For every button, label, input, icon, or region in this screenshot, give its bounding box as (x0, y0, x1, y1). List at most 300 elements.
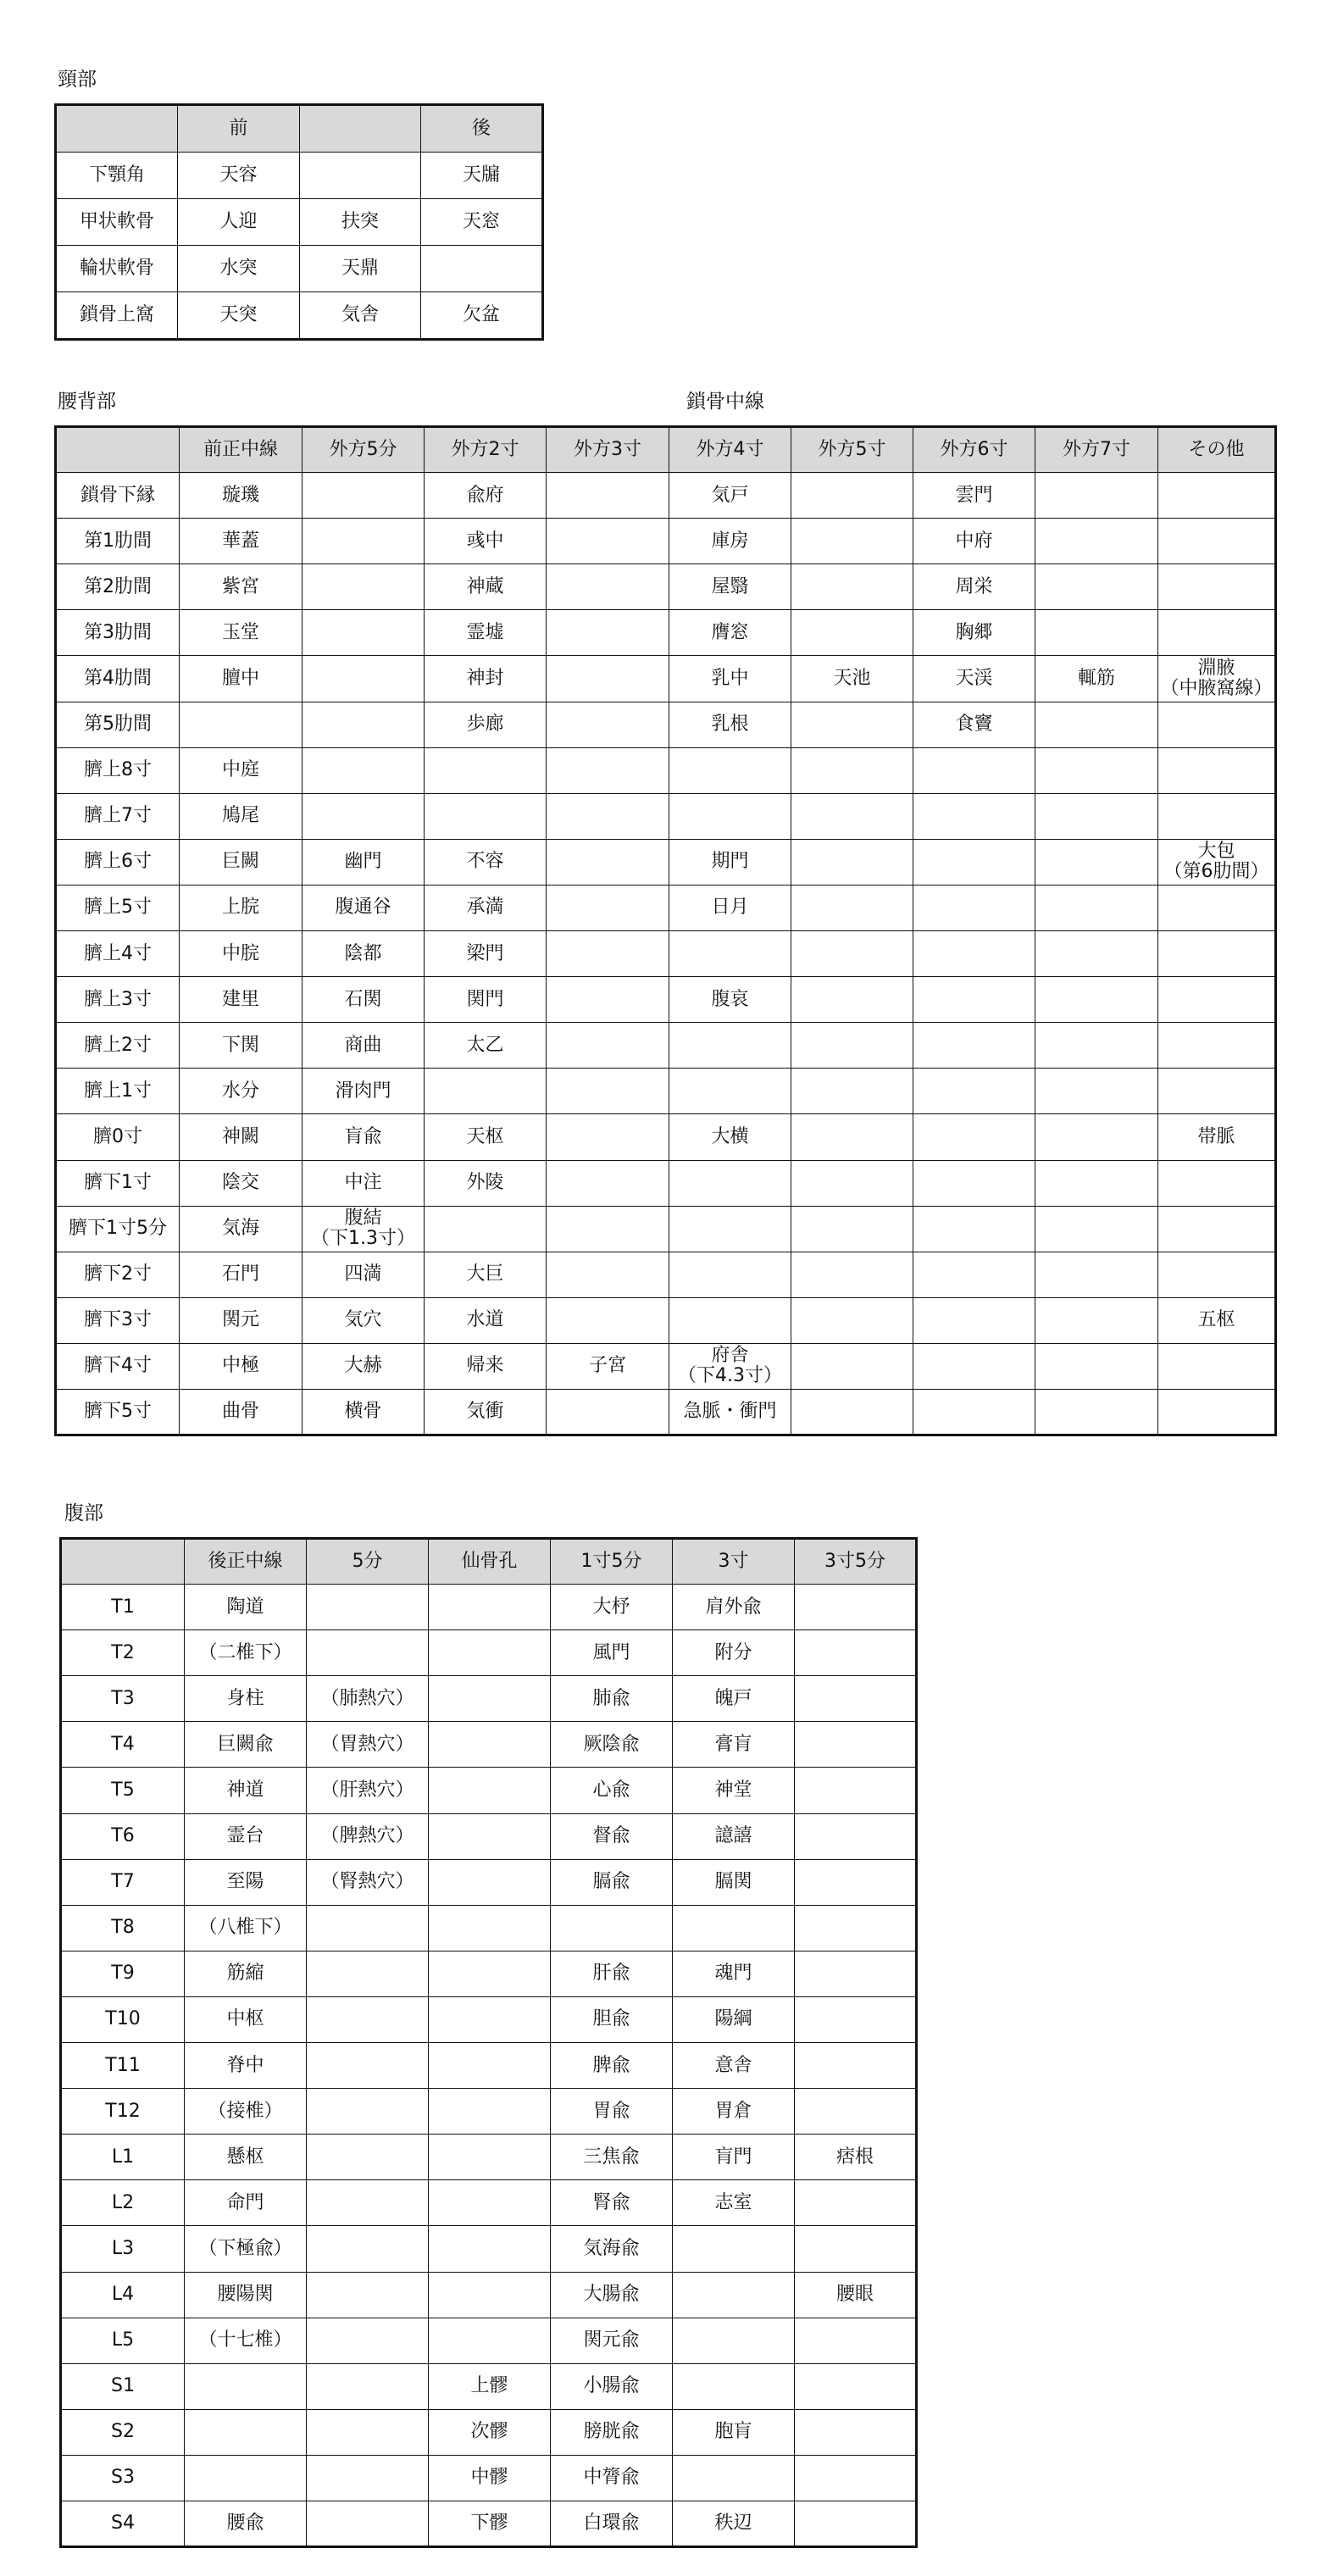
table-cell (425, 1206, 547, 1252)
row-label: S1 (61, 2363, 185, 2409)
table-cell (180, 702, 302, 747)
table-cell (795, 2318, 917, 2363)
table-cell (913, 839, 1035, 885)
table-cell (302, 610, 425, 656)
table-cell: 胃倉 (673, 2089, 795, 2135)
table-cell (429, 2226, 551, 2272)
column-header: 3寸5分 (795, 1539, 917, 1585)
column-header (56, 427, 180, 473)
back-table-row (61, 2501, 917, 2546)
neck-table-row (56, 246, 543, 292)
table-cell: 滑肉門 (302, 1069, 425, 1114)
table-cell: 輒筋 (1035, 656, 1158, 702)
chest-section-title: 腰背部 (58, 391, 116, 413)
neck-header-row (56, 105, 543, 153)
table-cell: 気海兪 (551, 2226, 673, 2272)
table-cell (669, 1023, 791, 1069)
table-cell: 天枢 (425, 1114, 547, 1160)
table-cell: 食竇 (913, 702, 1035, 747)
table-cell: 関門 (425, 977, 547, 1023)
table-cell: 附分 (673, 1630, 795, 1676)
table-cell (547, 1114, 669, 1160)
chest-table-row (56, 519, 1276, 564)
table-cell: 子宮 (547, 1343, 669, 1389)
chest-table-row (56, 793, 1276, 839)
table-cell (1035, 839, 1158, 885)
row-label: 第3肋間 (56, 610, 180, 656)
chest-table-row (56, 702, 1276, 747)
table-cell (307, 2135, 429, 2180)
table-cell: 脊中 (185, 2043, 307, 2089)
table-cell: 彧中 (425, 519, 547, 564)
table-cell (547, 1023, 669, 1069)
table-cell (1158, 885, 1276, 930)
table-cell: 大横 (669, 1114, 791, 1160)
row-label: T5 (61, 1768, 185, 1813)
column-header: 外方3寸 (547, 427, 669, 473)
table-cell (1035, 702, 1158, 747)
table-cell (421, 246, 543, 292)
table-cell: 大腸兪 (551, 2272, 673, 2318)
table-cell (913, 1252, 1035, 1297)
table-cell (1035, 1069, 1158, 1114)
table-cell (425, 793, 547, 839)
table-cell (551, 1905, 673, 1951)
table-cell (913, 977, 1035, 1023)
table-cell: 紫宮 (180, 564, 302, 610)
table-cell (302, 564, 425, 610)
table-cell: 外陵 (425, 1160, 547, 1206)
table-cell: （肝熱穴） (307, 1768, 429, 1813)
table-cell (791, 1023, 913, 1069)
table-cell (307, 2226, 429, 2272)
table-cell (547, 564, 669, 610)
table-cell (1158, 1252, 1276, 1297)
back-table-row (61, 1768, 917, 1813)
table-cell: 痞根 (795, 2135, 917, 2180)
table-cell: 周栄 (913, 564, 1035, 610)
row-label: T10 (61, 1996, 185, 2042)
table-cell: 扶突 (300, 199, 421, 246)
table-cell: 承満 (425, 885, 547, 930)
table-cell: 気海 (180, 1206, 302, 1252)
table-cell (791, 1069, 913, 1114)
back-table-row (61, 2409, 917, 2455)
table-cell: 天鼎 (300, 246, 421, 292)
table-cell (913, 1389, 1035, 1435)
row-label: 臍上3寸 (56, 977, 180, 1023)
table-cell (547, 519, 669, 564)
table-cell (1158, 519, 1276, 564)
table-cell (1158, 1023, 1276, 1069)
back-table-row (61, 2363, 917, 2409)
table-cell: 督兪 (551, 1813, 673, 1859)
table-cell: 胆兪 (551, 1996, 673, 2042)
table-cell: 気衝 (425, 1389, 547, 1435)
chest-table-row (56, 473, 1276, 519)
table-cell: 庫房 (669, 519, 791, 564)
table-cell: 天窓 (421, 199, 543, 246)
table-cell (913, 931, 1035, 977)
table-cell (1158, 1069, 1276, 1114)
row-label: 臍下1寸 (56, 1160, 180, 1206)
table-cell: 五枢 (1158, 1297, 1276, 1343)
table-cell: 小腸兪 (551, 2363, 673, 2409)
table-cell (547, 931, 669, 977)
column-header (56, 105, 178, 153)
back-table-row (61, 2226, 917, 2272)
table-cell (791, 564, 913, 610)
chest-table-row (56, 656, 1276, 702)
table-cell: 巨闕兪 (185, 1722, 307, 1768)
table-cell (669, 747, 791, 793)
table-cell: 日月 (669, 885, 791, 930)
row-label: T8 (61, 1905, 185, 1951)
column-header: 前正中線 (180, 427, 302, 473)
row-label: T3 (61, 1676, 185, 1722)
table-cell: 中脘 (180, 931, 302, 977)
table-cell: 巨闕 (180, 839, 302, 885)
table-cell: 上脘 (180, 885, 302, 930)
table-cell (1035, 1023, 1158, 1069)
neck-table-row (56, 292, 543, 340)
table-cell: 膈兪 (551, 1859, 673, 1905)
row-label: T9 (61, 1951, 185, 1996)
table-cell: 関元 (180, 1297, 302, 1343)
table-cell: 急脈・衝門 (669, 1389, 791, 1435)
table-cell: 四満 (302, 1252, 425, 1297)
table-cell: 魄戸 (673, 1676, 795, 1722)
table-cell: （接椎） (185, 2089, 307, 2135)
table-cell (913, 793, 1035, 839)
table-cell (1158, 931, 1276, 977)
chest-table-row (56, 1023, 1276, 1069)
table-cell: 期門 (669, 839, 791, 885)
table-cell: 大巨 (425, 1252, 547, 1297)
table-cell (673, 2455, 795, 2501)
back-table-row (61, 1951, 917, 1996)
table-cell: 霊台 (185, 1813, 307, 1859)
column-header: 外方5寸 (791, 427, 913, 473)
row-label: 鎖骨下縁 (56, 473, 180, 519)
table-cell (302, 793, 425, 839)
row-label: 第2肋間 (56, 564, 180, 610)
table-cell (547, 1297, 669, 1343)
table-cell (429, 1951, 551, 1996)
table-cell (791, 1389, 913, 1435)
table-cell (791, 1252, 913, 1297)
table-cell (795, 2501, 917, 2546)
row-label: T1 (61, 1585, 185, 1630)
table-cell: （下極兪） (185, 2226, 307, 2272)
table-cell (1035, 519, 1158, 564)
table-cell: 関元兪 (551, 2318, 673, 2363)
table-cell (307, 2318, 429, 2363)
chest-section-subtitle: 鎖骨中線 (686, 391, 764, 413)
back-acupoint-table (59, 1537, 918, 2548)
column-header: 後 (421, 105, 543, 153)
table-cell (913, 885, 1035, 930)
table-cell: 幽門 (302, 839, 425, 885)
row-label: 第5肋間 (56, 702, 180, 747)
table-cell (913, 1297, 1035, 1343)
table-cell (307, 2089, 429, 2135)
table-cell: 白環兪 (551, 2501, 673, 2546)
row-label: L1 (61, 2135, 185, 2180)
table-cell: 梁門 (425, 931, 547, 977)
table-cell: 神封 (425, 656, 547, 702)
table-cell: 志室 (673, 2180, 795, 2226)
table-cell: 意舎 (673, 2043, 795, 2089)
row-label: T2 (61, 1630, 185, 1676)
table-cell (795, 2089, 917, 2135)
table-cell (307, 1996, 429, 2042)
neck-table-row (56, 199, 543, 246)
table-cell: 下関 (180, 1023, 302, 1069)
table-cell (791, 839, 913, 885)
table-cell (795, 2455, 917, 2501)
table-cell: 風門 (551, 1630, 673, 1676)
row-label: L2 (61, 2180, 185, 2226)
table-cell: 肩外兪 (673, 1585, 795, 1630)
back-table-row (61, 2272, 917, 2318)
table-cell: 気穴 (302, 1297, 425, 1343)
table-cell (547, 839, 669, 885)
chest-table-row (56, 1114, 1276, 1160)
table-cell (795, 2409, 917, 2455)
table-cell (1158, 564, 1276, 610)
table-cell: 天牖 (421, 153, 543, 199)
row-label: 臍上8寸 (56, 747, 180, 793)
table-cell (669, 1069, 791, 1114)
table-cell (913, 747, 1035, 793)
table-cell (547, 1160, 669, 1206)
table-cell (1035, 564, 1158, 610)
table-cell: 陽綱 (673, 1996, 795, 2042)
chest-table-row (56, 747, 1276, 793)
table-cell: 神道 (185, 1768, 307, 1813)
row-label: 臍下4寸 (56, 1343, 180, 1389)
table-cell: 華蓋 (180, 519, 302, 564)
column-header: 外方6寸 (913, 427, 1035, 473)
table-cell (185, 2455, 307, 2501)
table-cell (547, 656, 669, 702)
table-cell (307, 2455, 429, 2501)
table-cell: 膺窓 (669, 610, 791, 656)
table-cell: 中枢 (185, 1996, 307, 2042)
table-cell (669, 1160, 791, 1206)
table-cell (791, 977, 913, 1023)
table-cell: 上髎 (429, 2363, 551, 2409)
row-label: 臍上6寸 (56, 839, 180, 885)
table-cell (795, 1768, 917, 1813)
table-cell (795, 2043, 917, 2089)
table-cell (307, 2363, 429, 2409)
table-cell (307, 1585, 429, 1630)
table-cell (913, 1069, 1035, 1114)
table-cell (791, 1114, 913, 1160)
table-cell: 屋翳 (669, 564, 791, 610)
table-cell (913, 1160, 1035, 1206)
table-cell: 曲骨 (180, 1389, 302, 1435)
table-cell (547, 977, 669, 1023)
back-table-row (61, 2455, 917, 2501)
row-label: 臍下1寸5分 (56, 1206, 180, 1252)
table-cell (307, 2043, 429, 2089)
table-cell (429, 1630, 551, 1676)
table-cell: （八椎下） (185, 1905, 307, 1951)
table-cell (547, 885, 669, 930)
table-cell: 神堂 (673, 1768, 795, 1813)
table-cell: 腰陽関 (185, 2272, 307, 2318)
table-cell: 鳩尾 (180, 793, 302, 839)
chest-table-row (56, 1160, 1276, 1206)
column-header: 外方5分 (302, 427, 425, 473)
table-cell (1035, 610, 1158, 656)
row-label: 甲状軟骨 (56, 199, 178, 246)
back-table-row (61, 1585, 917, 1630)
table-cell (547, 610, 669, 656)
chest-table-row (56, 1252, 1276, 1297)
column-header: 外方4寸 (669, 427, 791, 473)
table-cell: 神闕 (180, 1114, 302, 1160)
table-cell (791, 793, 913, 839)
table-cell (791, 519, 913, 564)
table-cell (429, 1676, 551, 1722)
table-cell: 中極 (180, 1343, 302, 1389)
table-cell (1035, 1343, 1158, 1389)
neck-acupoint-table (54, 103, 544, 341)
table-cell: 肝兪 (551, 1951, 673, 1996)
back-table-row (61, 2043, 917, 2089)
table-cell (429, 2089, 551, 2135)
table-cell (795, 1630, 917, 1676)
table-cell (795, 2180, 917, 2226)
neck-section-title: 頸部 (58, 69, 97, 91)
back-table-row (61, 2180, 917, 2226)
table-cell (673, 2226, 795, 2272)
column-header (300, 105, 421, 153)
table-cell (1158, 793, 1276, 839)
table-cell (307, 2272, 429, 2318)
table-cell (185, 2363, 307, 2409)
table-cell (429, 2135, 551, 2180)
table-cell (1035, 473, 1158, 519)
table-cell: 陰交 (180, 1160, 302, 1206)
column-header (61, 1539, 185, 1585)
row-label: L3 (61, 2226, 185, 2272)
row-label: 臍上1寸 (56, 1069, 180, 1114)
table-cell: （肺熱穴） (307, 1676, 429, 1722)
back-section-title: 腹部 (64, 1502, 103, 1524)
table-cell (791, 1297, 913, 1343)
table-cell (1158, 1206, 1276, 1252)
table-cell (673, 2272, 795, 2318)
chest-table-row (56, 564, 1276, 610)
table-cell: 兪府 (425, 473, 547, 519)
table-cell: 天池 (791, 656, 913, 702)
table-cell (307, 2501, 429, 2546)
table-cell: 膻中 (180, 656, 302, 702)
table-cell: 大赫 (302, 1343, 425, 1389)
table-cell: 太乙 (425, 1023, 547, 1069)
table-cell (1035, 793, 1158, 839)
table-cell: 石門 (180, 1252, 302, 1297)
table-cell (913, 1114, 1035, 1160)
table-cell: 魂門 (673, 1951, 795, 1996)
table-cell: 雲門 (913, 473, 1035, 519)
table-cell: 天容 (178, 153, 300, 199)
table-cell (795, 2226, 917, 2272)
table-cell (302, 747, 425, 793)
table-cell (429, 1768, 551, 1813)
back-table-row (61, 1676, 917, 1722)
table-cell (669, 793, 791, 839)
table-cell: 至陽 (185, 1859, 307, 1905)
chest-table-row (56, 931, 1276, 977)
table-cell (429, 1813, 551, 1859)
chest-table-row (56, 977, 1276, 1023)
table-cell: 中髎 (429, 2455, 551, 2501)
row-label: 臍下5寸 (56, 1389, 180, 1435)
row-label: L4 (61, 2272, 185, 2318)
table-cell: （二椎下） (185, 1630, 307, 1676)
table-cell: 水道 (425, 1297, 547, 1343)
chest-table-row (56, 839, 1276, 885)
table-cell (302, 519, 425, 564)
table-cell: 帯脈 (1158, 1114, 1276, 1160)
table-cell: 肺兪 (551, 1676, 673, 1722)
table-cell (669, 931, 791, 977)
chest-table-row (56, 1343, 1276, 1389)
table-cell: 譩譆 (673, 1813, 795, 1859)
table-cell: 天突 (178, 292, 300, 340)
table-cell (1158, 747, 1276, 793)
table-cell: 脾兪 (551, 2043, 673, 2089)
row-label: T6 (61, 1813, 185, 1859)
table-cell: 下髎 (429, 2501, 551, 2546)
table-cell: 胃兪 (551, 2089, 673, 2135)
table-cell: 身柱 (185, 1676, 307, 1722)
table-cell (1035, 1252, 1158, 1297)
table-cell: 腹哀 (669, 977, 791, 1023)
table-cell: 陰都 (302, 931, 425, 977)
table-cell: 陶道 (185, 1585, 307, 1630)
column-header: 外方7寸 (1035, 427, 1158, 473)
table-cell: （腎熱穴） (307, 1859, 429, 1905)
table-cell (547, 702, 669, 747)
table-cell: 不容 (425, 839, 547, 885)
back-table-row (61, 1905, 917, 1951)
back-table-row (61, 2318, 917, 2363)
table-cell: 歩廊 (425, 702, 547, 747)
table-cell (1158, 977, 1276, 1023)
table-cell (302, 702, 425, 747)
table-cell (429, 1996, 551, 2042)
row-label: 臍上4寸 (56, 931, 180, 977)
table-cell: 建里 (180, 977, 302, 1023)
table-cell (547, 1206, 669, 1252)
chest-acupoint-table (54, 425, 1277, 1436)
back-table-row (61, 1813, 917, 1859)
table-cell (429, 2180, 551, 2226)
table-cell (913, 1343, 1035, 1389)
back-table-row (61, 1630, 917, 1676)
column-header: 前 (178, 105, 300, 153)
table-cell: 秩辺 (673, 2501, 795, 2546)
row-label: 第1肋間 (56, 519, 180, 564)
table-cell (1158, 610, 1276, 656)
